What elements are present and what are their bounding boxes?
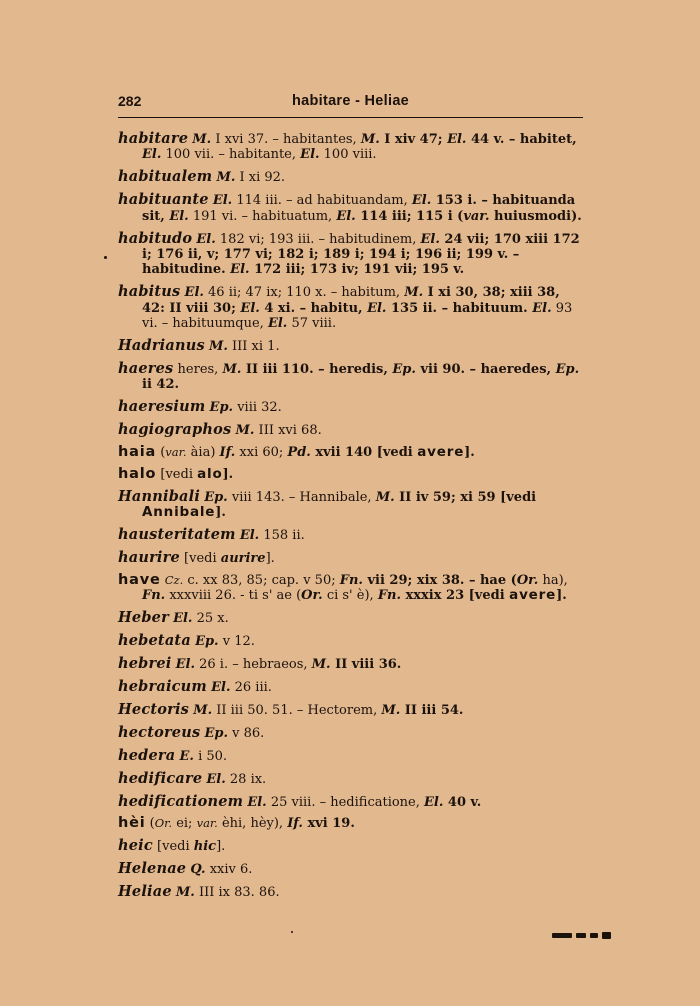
entry-text: 182 vi; 193 iii. – habitudinem, — [215, 231, 421, 247]
entry-headword: hedificare — [118, 769, 203, 787]
entry-text: II iii 50. 51. – Hectorem, — [212, 702, 382, 718]
dictionary-entry — [118, 422, 584, 438]
entry-text: ( — [145, 816, 155, 832]
entry-text: ha), — [538, 572, 568, 588]
dictionary-entry — [118, 610, 584, 626]
entry-text: 24 vii; 170 xiii 172 i; 176 ii, v; 177 vi; 182 i; 189 i; 194 i; 196 ii; 199 v. – habitudine. — [142, 231, 580, 278]
entry-headword: hedificationem — [118, 792, 244, 810]
entry-text: 100 vii. – habitante, — [161, 147, 301, 163]
entry-headword: habitus — [118, 283, 181, 301]
source-abbrev: If. — [287, 816, 303, 832]
dictionary-entry — [118, 633, 584, 649]
source-abbrev: El. — [196, 231, 216, 247]
entry-headword: Hectoris — [118, 700, 190, 718]
source-abbrev: M. — [235, 423, 255, 439]
source-abbrev: Cz. — [164, 572, 184, 587]
source-abbrev: El. — [424, 794, 444, 810]
dictionary-entry — [118, 838, 584, 854]
entry-headword: hebrei — [118, 655, 172, 673]
entry-text: xvi 19. — [302, 816, 355, 832]
cross-reference: avere — [417, 444, 465, 460]
entry-text: i 50. — [193, 748, 228, 764]
dictionary-entry — [118, 861, 584, 877]
source-abbrev: M. — [381, 702, 401, 718]
source-abbrev: Ep. — [209, 400, 234, 416]
entry-headword: habituante — [118, 191, 209, 209]
entry-text: I xvi 37. – habitantes, — [211, 132, 361, 147]
dictionary-entry — [118, 656, 584, 672]
page-header — [118, 93, 583, 115]
source-abbrev: El. — [211, 679, 231, 695]
entry-text: ci s' è), — [322, 588, 378, 604]
entry-text: viii 143. – Hannibale, — [227, 489, 376, 505]
dictionary-entry — [118, 338, 584, 354]
source-abbrev: Ep. — [204, 725, 229, 741]
entry-text: xxxviii 26. - ti s' ae ( — [165, 588, 302, 604]
source-abbrev: If. — [219, 445, 236, 460]
entry-text: àia) — [186, 445, 220, 460]
entry-text: [vedi — [156, 466, 198, 482]
cross-reference: alo — [197, 465, 223, 482]
source-abbrev: Fn. — [142, 588, 166, 604]
source-abbrev: M. — [222, 361, 242, 377]
entry-text: ]. — [222, 466, 234, 482]
source-abbrev: var. — [165, 445, 187, 459]
dictionary-entry — [118, 884, 584, 900]
header-rule — [118, 117, 583, 118]
source-abbrev: M. — [216, 170, 236, 186]
entry-headword: Helenae — [118, 860, 187, 878]
entry-text: viii 32. — [233, 400, 282, 416]
source-abbrev: hic — [193, 839, 217, 855]
cross-reference: avere — [509, 587, 557, 604]
source-abbrev: var. — [196, 816, 218, 831]
entry-text: 26 i. – hebraeos, — [195, 657, 312, 673]
dictionary-entry — [118, 794, 584, 810]
source-abbrev: El. — [239, 528, 260, 544]
entry-text: [vedi — [152, 839, 194, 855]
entry-text: 44 v. – habitet, — [466, 132, 577, 147]
source-abbrev: Ep. — [195, 634, 219, 650]
entry-headword: haurire — [118, 549, 180, 567]
entry-text: ei; — [172, 816, 197, 832]
entry-headword: haeres — [118, 359, 174, 377]
entry-headword: hebraicum — [118, 677, 207, 695]
entry-text: èhi, hèy), — [217, 816, 288, 832]
source-abbrev: M. — [192, 132, 212, 147]
page-number: 282 — [118, 93, 142, 109]
source-abbrev: M. — [175, 885, 195, 901]
dictionary-entry — [118, 771, 584, 787]
entry-text: 57 viii. — [287, 316, 337, 332]
dictionary-entry — [118, 131, 584, 163]
source-abbrev: El. — [169, 208, 189, 224]
source-abbrev: Ep. — [204, 489, 228, 505]
entry-headword: Hadrianus — [118, 336, 205, 354]
entry-text: 28 ix. — [225, 771, 267, 787]
entry-text: ( — [156, 445, 166, 460]
dictionary-entry — [118, 527, 584, 543]
entry-list — [118, 131, 584, 907]
entry-text: [vedi — [179, 551, 221, 567]
source-abbrev: Q. — [190, 862, 206, 878]
entry-text: huiusmodi). — [489, 208, 582, 224]
entry-headword: habitualem — [118, 168, 213, 186]
source-abbrev: Fn. — [377, 588, 402, 604]
entry-text: c. xx 83, 85; cap. v 50; — [183, 572, 340, 588]
dictionary-entry — [118, 231, 584, 278]
entry-headword: Heber — [118, 609, 169, 627]
entry-headword: hedera — [118, 746, 176, 764]
entry-headword: hagiographos — [118, 421, 232, 439]
entry-text: 100 viii. — [319, 147, 377, 163]
dictionary-entry — [118, 816, 584, 831]
entry-text: heres, — [173, 361, 223, 377]
entry-headword: habitudo — [118, 229, 193, 247]
entry-text: ]. — [464, 445, 475, 460]
dictionary-entry — [118, 550, 584, 566]
source-abbrev: M. — [208, 338, 228, 354]
entry-headword: Heliae — [118, 883, 172, 901]
stray-mark — [291, 931, 293, 933]
entry-text: 25 x. — [192, 611, 229, 627]
entry-headword: habitare — [118, 130, 189, 147]
source-abbrev: El. — [175, 657, 195, 673]
entry-text: vii 90. – haeredes, — [415, 361, 556, 377]
source-abbrev: aurire — [220, 551, 266, 567]
source-abbrev: var. — [463, 208, 490, 224]
source-abbrev: El. — [230, 262, 250, 278]
entry-text: II iii 54. — [400, 702, 464, 718]
entry-headword: halo — [118, 465, 157, 482]
source-abbrev: Fn. — [339, 572, 363, 588]
source-abbrev: El. — [212, 193, 233, 209]
source-abbrev: El. — [267, 316, 288, 332]
entry-headword: hèi — [118, 815, 146, 832]
source-abbrev: Ep. — [555, 361, 580, 377]
source-abbrev: El. — [206, 771, 226, 787]
entry-headword: haia — [118, 444, 157, 460]
dictionary-entry — [118, 445, 584, 460]
dictionary-entry — [118, 284, 584, 331]
source-abbrev: El. — [240, 300, 260, 316]
dictionary-entry — [118, 702, 584, 718]
entry-headword: hebetata — [118, 632, 191, 650]
source-abbrev: E. — [179, 748, 194, 764]
source-abbrev: El. — [173, 611, 193, 627]
source-abbrev: Ep. — [392, 361, 416, 377]
dictionary-entry — [118, 169, 584, 185]
entry-text: 93 vi. – habituumque, — [142, 300, 573, 332]
source-abbrev: El. — [411, 193, 432, 209]
source-abbrev: M. — [375, 489, 395, 505]
entry-headword: have — [118, 571, 161, 588]
entry-text: III xi 1. — [227, 338, 280, 354]
source-abbrev: M. — [360, 132, 380, 147]
running-title: habitare - Heliae — [291, 93, 410, 109]
source-abbrev: El. — [532, 300, 552, 316]
cross-reference: Annibale — [142, 504, 216, 521]
source-abbrev: El. — [184, 285, 204, 301]
source-abbrev: El. — [447, 132, 467, 147]
dictionary-entry — [118, 192, 584, 224]
dictionary-entry — [118, 725, 584, 741]
entry-text: vii 29; xix 38. – hae ( — [362, 572, 517, 588]
entry-text: III ix 83. 86. — [194, 885, 280, 901]
entry-text: ]. — [556, 588, 567, 604]
entry-text: 25 viii. – hedificatione, — [266, 794, 425, 810]
entry-text: I xi 30, 38; xiii 38, 42: II viii 30; — [142, 285, 560, 316]
source-abbrev: El. — [300, 147, 320, 163]
entry-text: ]. — [215, 505, 226, 521]
source-abbrev: Or. — [516, 572, 539, 588]
entry-text: 158 ii. — [259, 528, 305, 544]
dictionary-entry — [118, 679, 584, 695]
entry-text: I xiv 47; — [379, 132, 448, 147]
source-abbrev: M. — [193, 702, 213, 718]
source-abbrev: El. — [336, 208, 356, 224]
entry-text: ]. — [216, 839, 226, 855]
entry-text: II iv 59; xi 59 [vedi — [394, 489, 537, 505]
entry-text: xxxix 23 [vedi — [401, 588, 510, 604]
entry-headword: hectoreus — [118, 723, 201, 741]
entry-headword: heic — [118, 837, 153, 855]
entry-headword: Hannibali — [118, 487, 201, 505]
entry-text: I xi 92. — [235, 170, 286, 186]
entry-text: xvii 140 [vedi — [310, 445, 418, 460]
dictionary-entry — [118, 467, 584, 482]
entry-text: xxiv 6. — [205, 862, 253, 878]
entry-text: v 12. — [218, 634, 255, 650]
entry-text: II iii 110. – heredis, — [241, 361, 393, 377]
source-abbrev: Or. — [154, 816, 173, 831]
source-abbrev: El. — [247, 794, 267, 810]
source-abbrev: El. — [367, 300, 387, 316]
entry-headword: haeresium — [118, 398, 206, 416]
entry-text: 40 v. — [443, 794, 482, 810]
source-abbrev: Pd. — [287, 445, 311, 460]
source-abbrev: El. — [142, 147, 162, 163]
entry-text: II viii 36. — [330, 657, 402, 673]
entry-text: 153 i. – habituanda sit, — [142, 193, 576, 224]
entry-text: ii 42. — [142, 377, 180, 393]
entry-text: 114 iii. – ad habituandam, — [232, 193, 412, 209]
entry-headword: hausteritatem — [118, 526, 236, 544]
entry-text: III xvi 68. — [254, 423, 322, 439]
entry-text: 172 iii; 173 iv; 191 vii; 195 v. — [249, 262, 465, 278]
entry-text: 114 iii; 115 i ( — [355, 208, 464, 224]
signature-mark — [552, 931, 612, 941]
dictionary-entry — [118, 573, 584, 604]
dictionary-entry — [118, 361, 584, 393]
entry-text: ]. — [265, 551, 275, 567]
entry-text: xxi 60; — [235, 445, 288, 460]
entry-text: 26 iii. — [230, 679, 272, 695]
entry-text: v 86. — [228, 725, 265, 741]
dictionary-entry — [118, 399, 584, 415]
entry-text: 4 xi. – habitu, — [259, 300, 368, 316]
margin-mark — [104, 256, 107, 259]
dictionary-entry — [118, 489, 584, 521]
source-abbrev: Or. — [301, 588, 323, 604]
source-abbrev: M. — [404, 285, 424, 301]
dictionary-entry — [118, 748, 584, 764]
source-abbrev: M. — [311, 657, 331, 673]
entry-text: 191 vi. – habituatum, — [188, 208, 337, 224]
source-abbrev: El. — [420, 231, 440, 247]
entry-text: 46 ii; 47 ix; 110 x. – habitum, — [203, 285, 405, 301]
entry-text: 135 ii. – habituum. — [386, 300, 533, 316]
